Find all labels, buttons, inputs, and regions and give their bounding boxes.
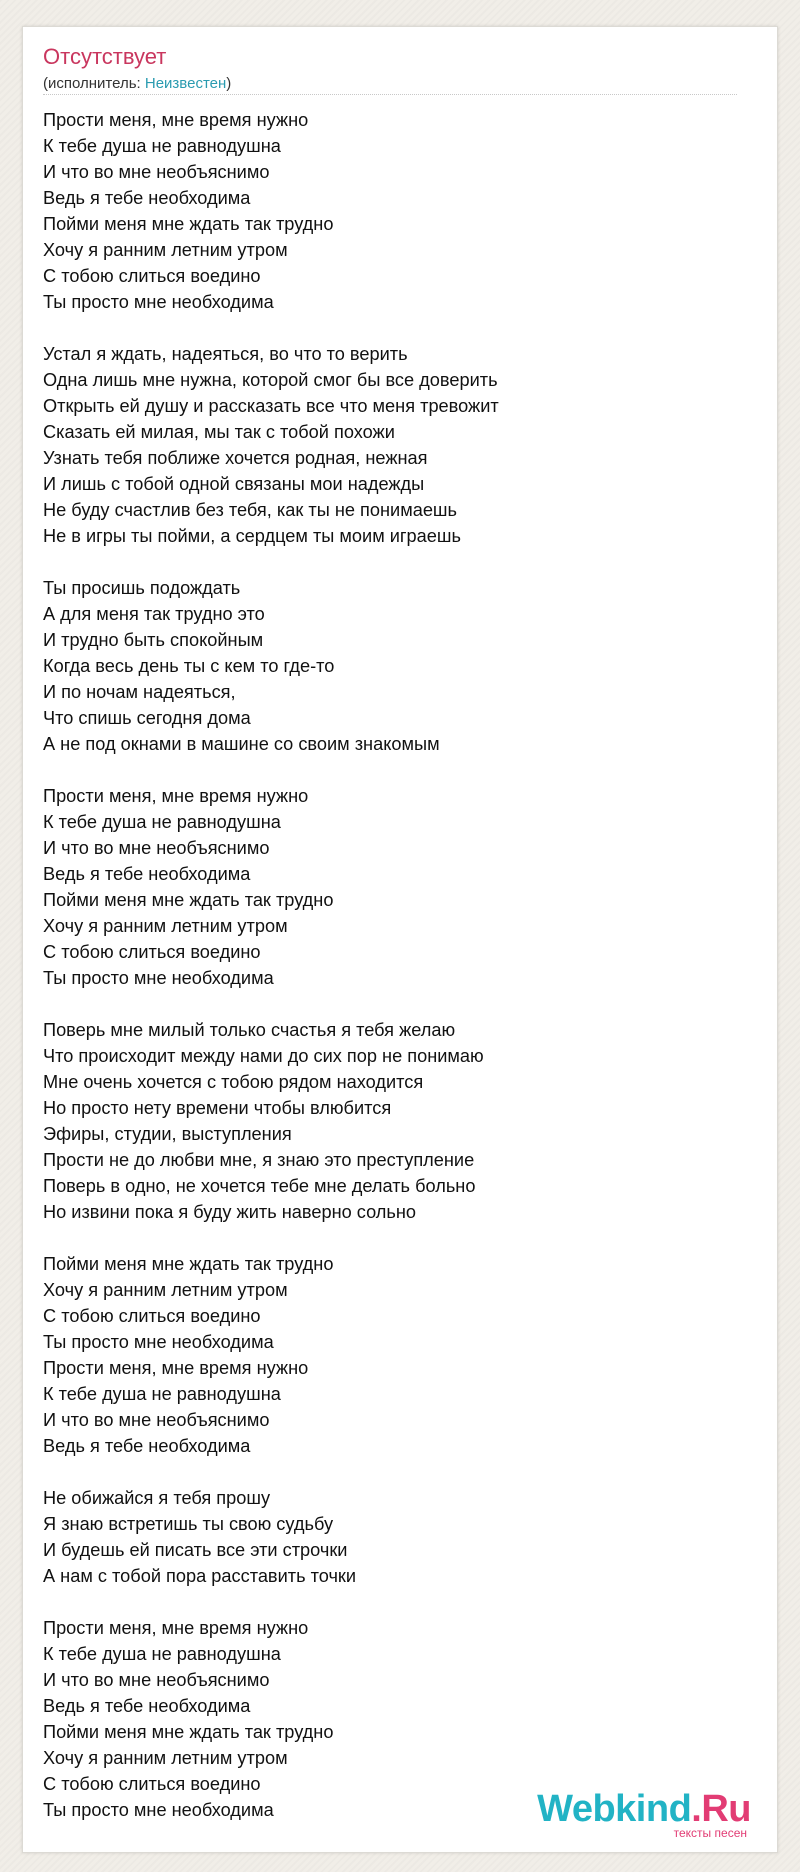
lyric-line: Ты просишь подождать: [43, 578, 241, 598]
lyrics-stanza: [43, 341, 743, 549]
lyric-line: Не в игры ты пойми, а сердцем ты моим играешь: [43, 526, 461, 546]
lyric-line: Не буду счастлив без тебя, как ты не понимаешь: [43, 500, 458, 520]
lyric-line: С тобою слиться воедино: [43, 1306, 261, 1326]
lyric-line: С тобою слиться воедино: [43, 942, 261, 962]
lyrics-stanza: [43, 1485, 743, 1589]
lyric-line: Хочу я ранним летним утром: [43, 1748, 288, 1768]
lyric-line: К тебе душа не равнодушна: [43, 1384, 281, 1404]
lyric-line: Хочу я ранним летним утром: [43, 240, 288, 260]
lyric-line: Ведь я тебе необходима: [43, 1436, 251, 1456]
lyric-line: Пойми меня мне ждать так трудно: [43, 1722, 334, 1742]
lyric-line: Прости меня, мне время нужно: [43, 110, 309, 130]
lyric-line: И лишь с тобой одной связаны мои надежды: [43, 474, 425, 494]
lyric-line: Устал я ждать, надеяться, во что то верить: [43, 344, 408, 364]
artist-line: [43, 75, 231, 93]
artist-link[interactable]: Неизвестен: [144, 75, 227, 92]
lyric-line: Ты просто мне необходима: [43, 292, 274, 312]
lyric-line: Ведь я тебе необходима: [43, 864, 251, 884]
lyric-line: К тебе душа не равнодушна: [43, 136, 281, 156]
lyric-line: Ведь я тебе необходима: [43, 188, 251, 208]
lyric-line: Прости не до любви мне, я знаю это преступление: [43, 1150, 475, 1170]
lyric-line: Одна лишь мне нужна, которой смог бы все доверить: [43, 370, 498, 390]
lyric-line: Эфиры, студии, выступления: [43, 1124, 292, 1144]
lyric-line: Поверь мне милый только счастья я тебя желаю: [43, 1020, 456, 1040]
lyric-line: И по ночам надеяться,: [43, 682, 236, 702]
lyric-line: Пойми меня мне ждать так трудно: [43, 1254, 334, 1274]
lyrics-stanza: [43, 1017, 743, 1225]
lyrics-stanza: [43, 107, 743, 315]
lyric-line: Не обижайся я тебя прошу: [43, 1488, 271, 1508]
lyric-line: Прости меня, мне время нужно: [43, 1618, 309, 1638]
lyric-line: Пойми меня мне ждать так трудно: [43, 214, 334, 234]
lyric-line: Что спишь сегодня дома: [43, 708, 251, 728]
lyric-line: И что во мне необъяснимо: [43, 162, 270, 182]
lyrics-stanza: [43, 1251, 743, 1459]
lyric-line: Прости меня, мне время нужно: [43, 786, 309, 806]
lyric-line: Пойми меня мне ждать так трудно: [43, 890, 334, 910]
watermark-brand: Webkind: [537, 1788, 692, 1830]
lyric-line: Ты просто мне необходима: [43, 968, 274, 988]
watermark-tagline: тексты песен: [673, 1826, 747, 1840]
lyric-line: А для меня так трудно это: [43, 604, 265, 624]
site-watermark: [537, 1790, 751, 1840]
lyric-line: Но извини пока я буду жить наверно сольно: [43, 1202, 417, 1222]
lyric-line: Прости меня, мне время нужно: [43, 1358, 309, 1378]
lyric-line: Поверь в одно, не хочется тебе мне делать больно: [43, 1176, 476, 1196]
lyrics-stanza: [43, 575, 743, 757]
lyric-line: А не под окнами в машине со своим знакомым: [43, 734, 440, 754]
lyric-line: К тебе душа не равнодушна: [43, 812, 281, 832]
lyric-line: Узнать тебя поближе хочется родная, нежная: [43, 448, 428, 468]
lyric-line: Ты просто мне необходима: [43, 1800, 274, 1820]
watermark-logo: [537, 1790, 751, 1828]
lyric-line: С тобою слиться воедино: [43, 266, 261, 286]
lyric-line: Что происходит между нами до сих пор не понимаю: [43, 1046, 484, 1066]
lyric-line: Хочу я ранним летним утром: [43, 916, 288, 936]
lyrics-stanza: [43, 783, 743, 991]
watermark-tld: .Ru: [691, 1788, 751, 1830]
title-divider: [43, 94, 737, 95]
lyric-line: И что во мне необъяснимо: [43, 1670, 270, 1690]
lyric-line: Открыть ей душу и рассказать все что меня тревожит: [43, 396, 499, 416]
lyric-line: Сказать ей милая, мы так с тобой похожи: [43, 422, 395, 442]
lyric-line: К тебе душа не равнодушна: [43, 1644, 281, 1664]
lyric-line: А нам с тобой пора расставить точки: [43, 1566, 357, 1586]
lyric-line: Ведь я тебе необходима: [43, 1696, 251, 1716]
lyric-line: Ты просто мне необходима: [43, 1332, 274, 1352]
artist-prefix: (исполнитель:: [43, 75, 145, 92]
lyrics-card: [22, 26, 778, 1853]
lyric-line: Но просто нету времени чтобы влюбится: [43, 1098, 392, 1118]
lyric-line: Я знаю встретишь ты свою судьбу: [43, 1514, 334, 1534]
lyric-line: Когда весь день ты с кем то где-то: [43, 656, 335, 676]
song-title: Отсутствует: [43, 44, 167, 69]
lyric-line: И что во мне необъяснимо: [43, 838, 270, 858]
lyric-line: И что во мне необъяснимо: [43, 1410, 270, 1430]
lyric-line: С тобою слиться воедино: [43, 1774, 261, 1794]
lyric-line: Мне очень хочется с тобою рядом находится: [43, 1072, 424, 1092]
lyric-line: Хочу я ранним летним утром: [43, 1280, 288, 1300]
lyric-line: И будешь ей писать все эти строчки: [43, 1540, 348, 1560]
lyric-line: И трудно быть спокойным: [43, 630, 264, 650]
lyrics-body: [43, 107, 743, 1849]
artist-suffix: ): [226, 75, 232, 92]
